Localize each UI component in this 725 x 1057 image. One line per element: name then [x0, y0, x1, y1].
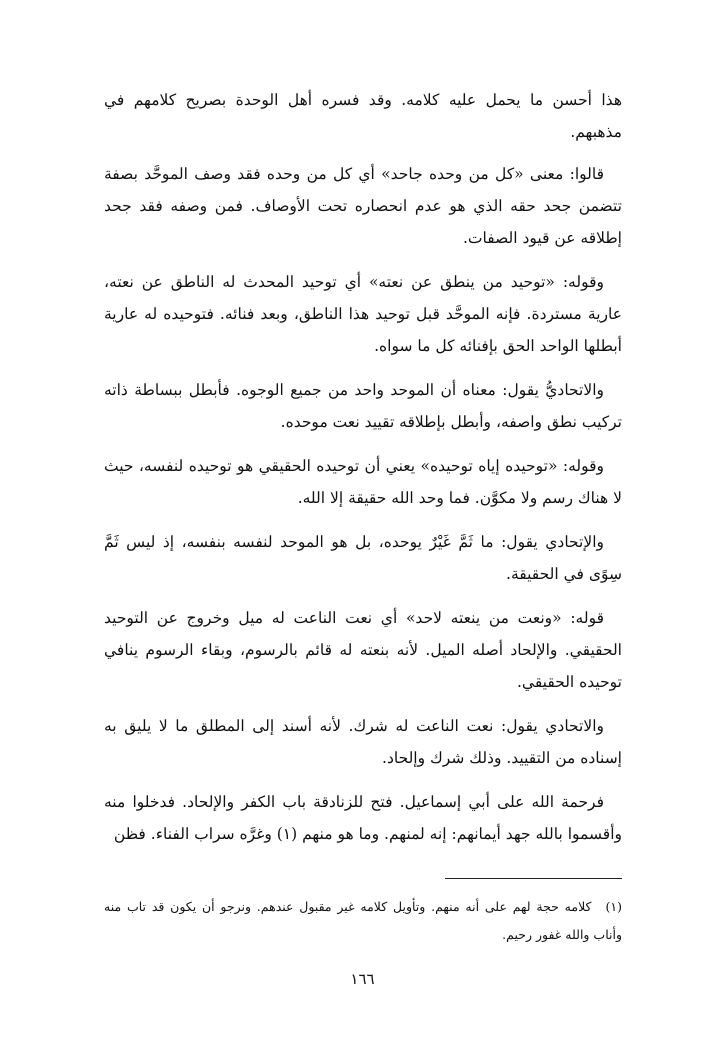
paragraph-8-text: والاتحادي يقول: نعت الناعت له شرك. لأنه أسند إلى المطلق ما لا يليق به إسناده من التقييد. وذلك شرك وإلحاد.: [104, 717, 622, 767]
paragraph-9-text: فرحمة الله على أبي إسماعيل. فتح للزنادقة باب الكفر والإلحاد. فدخلوا منه وأقسموا بالله جهد أيمانهم: إنه لمنهم. وما هو منهم (١) وغرَّه سراب الفناء. فظن: [104, 793, 622, 843]
paragraph-6-text: والإتحادي يقول: ما ثَمَّ غَيْرٌ يوحده، بل هو الموحد لنفسه بنفسه، إذ ليس ثَمَّ سِوًى في الحقيقة.: [104, 533, 622, 583]
paragraph-3: [104, 266, 622, 362]
paragraph-3-text: وقوله: «توحيد من ينطق عن نعته» أي توحيد المحدث له الناطق عن نعته، عارية مستردة. فإنه الموحَّد قبل توحيد هذا الناطق، وبعد فنائه. فتوحيده له عارية أبطلها الواحد الحق بإفنائه كل ما سواه.: [104, 273, 622, 355]
paragraph-8: [104, 710, 622, 774]
paragraph-2: [104, 158, 622, 254]
footnote-divider: [445, 878, 622, 879]
footnote-text: كلامه حجة لهم على أنه منهم. وتأويل كلامه غير مقبول عندهم. ونرجو أن يكون قد تاب منه وأناب والله غفور رحيم.: [104, 899, 622, 942]
footnote: [104, 893, 622, 949]
footnote-number: (١): [605, 899, 622, 914]
paragraph-4-text: والاتحاديُّ يقول: معناه أن الموحد واحد من جميع الوجوه. فأبطل ببساطة ذاته تركيب نطق واصفه، وأبطل بإطلاقه تقييد نعت موحده.: [104, 381, 622, 431]
paragraph-1: هذا أحسن ما يحمل عليه كلامه. وقد فسره أهل الوحدة بصريح كلامهم في مذهبهم.: [104, 91, 622, 141]
paragraph-4: [104, 374, 622, 438]
paragraph-5: [104, 450, 622, 514]
page-number: ١٦٦: [350, 970, 375, 988]
paragraph-7-text: قوله: «ونعت من ينعته لاحد» أي نعت الناعت له ميل وخروج عن التوحيد الحقيقي. والإلحاد أصله الميل. لأنه بنعته له قائم بالرسوم، وبقاء الرسوم ينافي توحيده الحقيقي.: [104, 609, 622, 691]
paragraph-9: [104, 786, 622, 850]
main-text: [104, 84, 622, 862]
paragraph-5-text: وقوله: «توحيده إياه توحيده» يعني أن توحيده الحقيقي هو توحيده لنفسه، حيث لا هناك رسم ولا مكوَّن. فما وحد الله حقيقة إلا الله.: [104, 457, 622, 507]
paragraph-6: [104, 526, 622, 590]
paragraph-7: [104, 602, 622, 698]
paragraph-2-text: قالوا: معنى «كل من وحده جاحد» أي كل من وحده فقد وصف الموحَّد بصفة تتضمن جحد حقه الذي هو عدم انحصاره تحت الأوصاف. فمن وصفه فقد جحد إطلاقه عن قيود الصفات.: [104, 165, 622, 247]
